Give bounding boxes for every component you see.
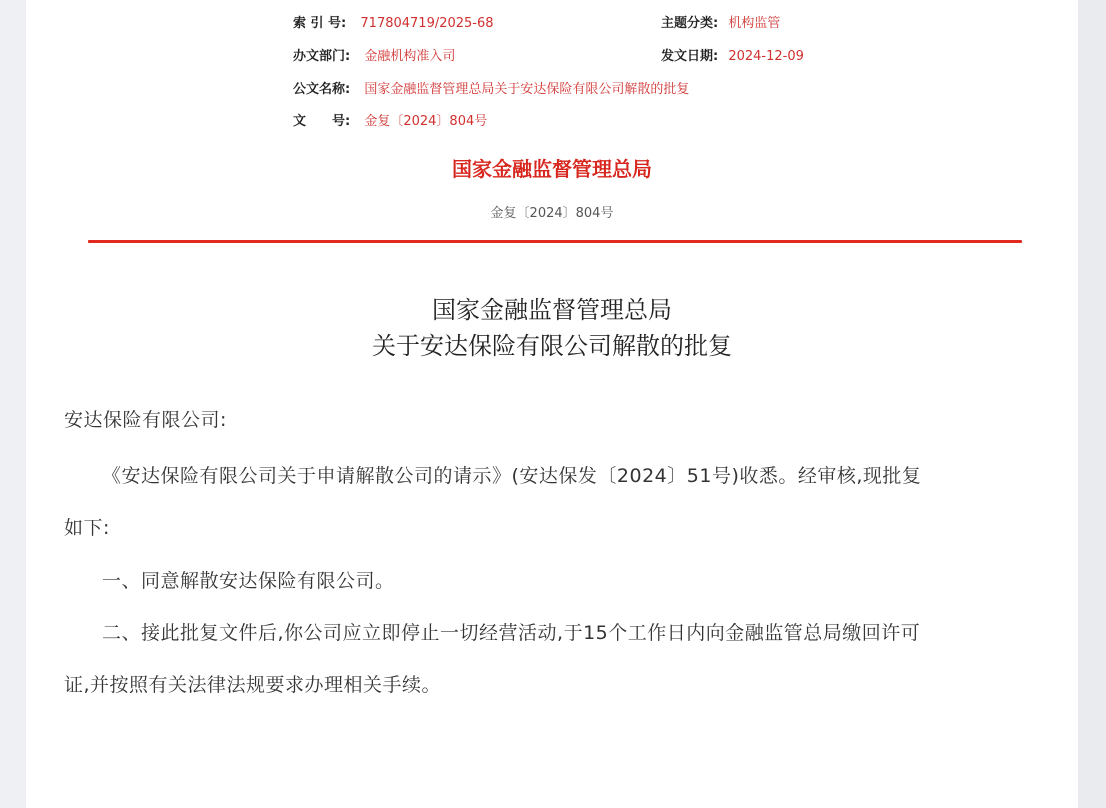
item-2-line-1: 二、接此批复文件后,你公司应立即停止一切经营活动,于15个工作日内向金融监管总局缴回许可 bbox=[102, 622, 921, 644]
meta-name-value: 国家金融监督管理总局关于安达保险有限公司解散的批复 bbox=[364, 82, 690, 97]
meta-date-label: 发文日期: bbox=[661, 49, 719, 64]
meta-name bbox=[293, 78, 689, 97]
meta-date bbox=[661, 45, 804, 64]
issuing-org-title: 国家金融监督管理总局 bbox=[452, 157, 652, 181]
meta-name-label: 公文名称: bbox=[293, 82, 351, 97]
scroll-area-edge bbox=[1078, 0, 1106, 808]
item-2-line-2: 证,并按照有关法律法规要求办理相关手续。 bbox=[64, 674, 442, 696]
meta-dept-value: 金融机构准入司 bbox=[364, 49, 456, 64]
paragraph-1-line-1: 《安达保险有限公司关于申请解散公司的请示》(安达保发〔2024〕51号)收悉。经审核,现批复 bbox=[102, 465, 922, 487]
meta-dept-label: 办文部门: bbox=[293, 49, 351, 64]
meta-date-value: 2024-12-09 bbox=[728, 49, 804, 64]
meta-docno-value: 金复〔2024〕804号 bbox=[364, 114, 488, 129]
meta-index-label: 索 引 号: bbox=[293, 16, 347, 31]
meta-docno-label: 文 号: bbox=[293, 114, 351, 129]
meta-docno bbox=[293, 110, 487, 129]
meta-index bbox=[293, 12, 494, 31]
meta-topic-value: 机构监管 bbox=[728, 16, 781, 31]
addressee: 安达保险有限公司: bbox=[64, 409, 227, 431]
document-title-line1: 国家金融监督管理总局 bbox=[432, 296, 672, 324]
meta-topic bbox=[661, 12, 780, 31]
red-divider-line bbox=[88, 240, 1022, 243]
paragraph-1-line-2: 如下: bbox=[64, 517, 110, 539]
meta-index-value: 717804719/2025-68 bbox=[360, 16, 494, 31]
meta-topic-label: 主题分类: bbox=[661, 16, 719, 31]
document-page bbox=[26, 0, 1078, 808]
meta-dept bbox=[293, 45, 455, 64]
item-1: 一、同意解散安达保险有限公司。 bbox=[102, 570, 395, 592]
document-title-line2: 关于安达保险有限公司解散的批复 bbox=[372, 332, 732, 360]
document-number: 金复〔2024〕804号 bbox=[490, 206, 614, 221]
